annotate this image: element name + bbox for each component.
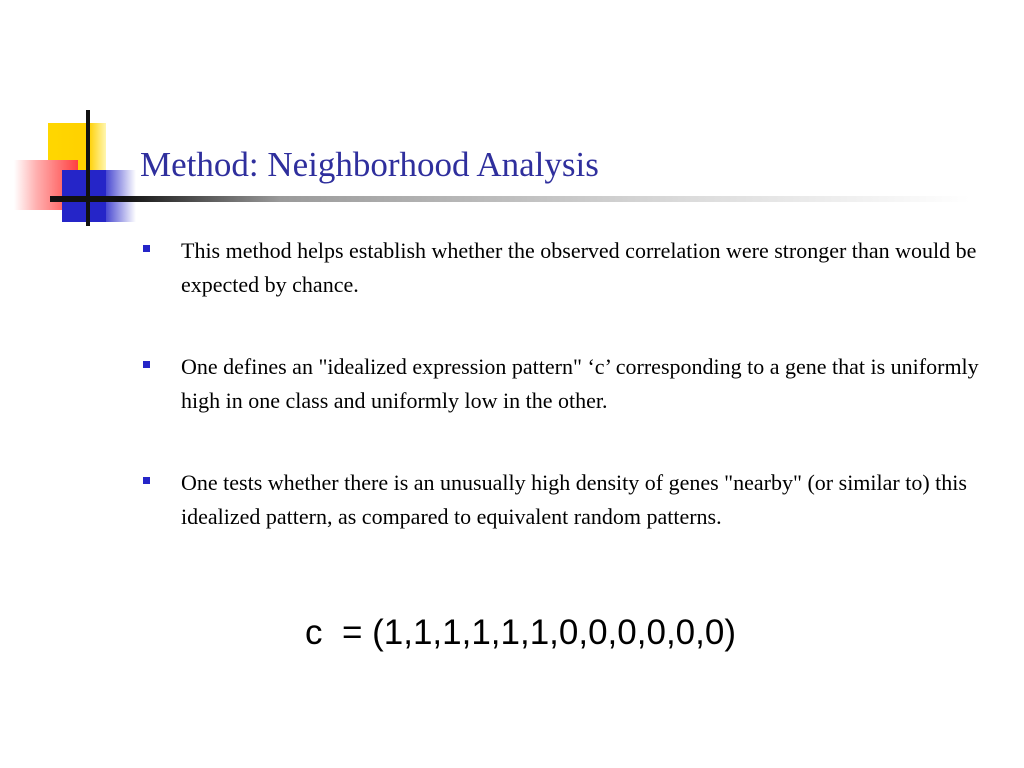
pattern-equation: c = (1,1,1,1,1,1,0,0,0,0,0,0) [305,613,736,652]
bullet-text: One defines an "idealized expression pattern" ‘c’ corresponding to a gene that is uniformly high in one class and uniformly low in the other. [181,354,979,413]
bullet-text: One tests whether there is an unusually high density of genes "nearby" (or similar to) this idealized pattern, as compared to equivalent random patterns. [181,470,967,529]
bullet-list [143,234,1003,534]
bullet-item [143,350,1003,418]
square-bullet-icon [143,477,150,484]
square-bullet-icon [143,361,150,368]
title-underline [50,196,970,202]
bullet-item [143,466,1003,534]
slide-title: Method: Neighborhood Analysis [140,145,599,184]
square-bullet-icon [143,245,150,252]
logo-vertical-line [86,110,90,226]
bullet-item [143,234,1003,302]
bullet-text: This method helps establish whether the observed correlation were stronger than would be expected by chance. [181,238,977,297]
